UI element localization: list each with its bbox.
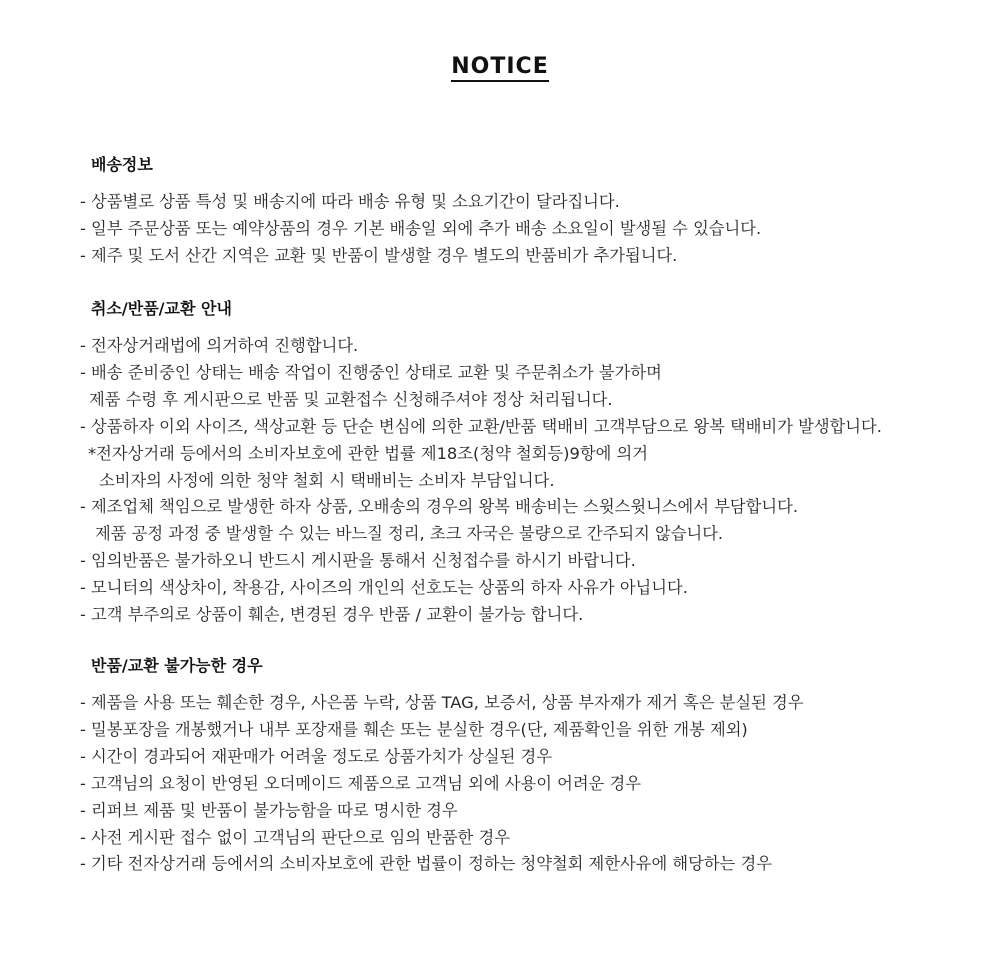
list-item: - 전자상거래법에 의거하여 진행합니다.	[80, 336, 359, 355]
page-title-text: NOTICE	[451, 54, 548, 82]
list-item: - 임의반품은 불가하오니 반드시 게시판을 통해서 신청접수를 하시기 바랍니다.	[80, 551, 636, 571]
list-item-continuation: 제품 공정 과정 중 발생할 수 있는 바느질 정리, 초크 자국은 불량으로 간주되지 않습니다.	[95, 524, 724, 544]
list-item: - 일부 주문상품 또는 예약상품의 경우 기본 배송일 외에 추가 배송 소요일이 발생될 수 있습니다.	[80, 218, 762, 238]
list-item: - 밀봉포장을 개봉했거나 내부 포장재를 훼손 또는 분실한 경우(단, 제품확인을 위한 개봉 제외)	[80, 719, 748, 739]
list-item: - 고객님의 요청이 반영된 오더메이드 제품으로 고객님 외에 사용이 어려운 경우	[80, 773, 641, 793]
list-item: - 시간이 경과되어 재판매가 어려울 정도로 상품가치가 상실된 경우	[80, 746, 552, 766]
list-item-note: *전자상거래 등에서의 소비자보호에 관한 법률 제18조(청약 철회등)9항에 의거	[88, 443, 648, 463]
section-heading: 취소/반품/교환 안내	[91, 299, 232, 318]
list-item-continuation: 제품 수령 후 게시판으로 반품 및 교환접수 신청해주셔야 정상 처리됩니다.	[89, 389, 613, 409]
list-item-continuation: 소비자의 사정에 의한 청약 철회 시 택배비는 소비자 부담입니다.	[99, 470, 555, 490]
list-item: - 제주 및 도서 산간 지역은 교환 및 반품이 발생할 경우 별도의 반품비가 추가됩니다.	[80, 245, 678, 265]
list-item: - 제품을 사용 또는 훼손한 경우, 사은품 누락, 상품 TAG, 보증서, 상품 부자재가 제거 혹은 분실된 경우	[80, 693, 804, 712]
list-item: - 배송 준비중인 상태는 배송 작업이 진행중인 상태로 교환 및 주문취소가 불가하며	[80, 362, 662, 382]
list-item: - 기타 전자상거래 등에서의 소비자보호에 관한 법률이 정하는 청약철회 제한사유에 해당하는 경우	[80, 854, 772, 874]
section-non-returnable-cases	[0, 656, 1000, 878]
list-item: - 고객 부주의로 상품이 훼손, 변경된 경우 반품 / 교환이 불가능 합니다.	[80, 605, 584, 625]
list-item: - 사전 게시판 접수 없이 고객님의 판단으로 임의 반품한 경우	[80, 827, 510, 847]
list-item: - 모니터의 색상차이, 착용감, 사이즈의 개인의 선호도는 상품의 하자 사유가 아닙니다.	[80, 578, 688, 598]
page-title	[0, 54, 1000, 79]
list-item: - 리퍼브 제품 및 반품이 불가능함을 따로 명시한 경우	[80, 800, 458, 820]
list-item: - 제조업체 책임으로 발생한 하자 상품, 오배송의 경우의 왕복 배송비는 스윗스윗니스에서 부담합니다.	[80, 497, 798, 517]
list-item: - 상품하자 이외 사이즈, 색상교환 등 단순 변심에 의한 교환/반품 택배비 고객부담으로 왕복 택배비가 발생합니다.	[80, 416, 882, 436]
section-cancel-return-exchange	[0, 299, 1000, 629]
list-item: - 상품별로 상품 특성 및 배송지에 따라 배송 유형 및 소요기간이 달라집니다.	[80, 192, 620, 211]
section-shipping-info	[0, 155, 1000, 270]
section-heading: 반품/교환 불가능한 경우	[91, 656, 263, 675]
section-heading: 배송정보	[91, 155, 153, 174]
